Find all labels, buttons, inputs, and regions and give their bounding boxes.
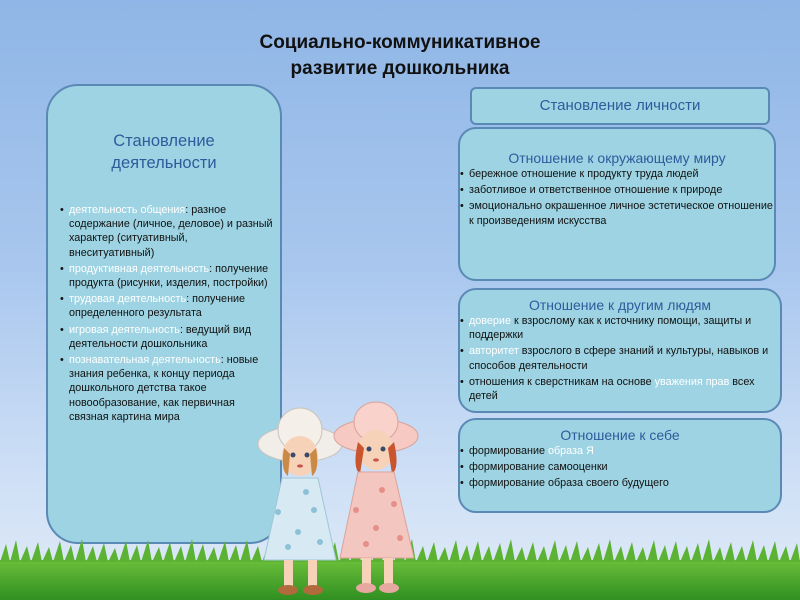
list-item: • формирование образа своего будущего xyxy=(460,476,780,490)
slide-title-line1: Социально-коммуникативное xyxy=(259,32,541,53)
list-item-highlight: образа Я xyxy=(547,445,594,457)
list-item xyxy=(60,323,274,351)
list-item-highlight: деятельность общения xyxy=(69,204,186,216)
list-item-highlight: продуктивная деятельность xyxy=(69,262,210,275)
list-item-text: : ведущий вид деятельности дошкольника xyxy=(69,323,252,350)
list-item xyxy=(460,344,780,372)
list-item-text: всех детей xyxy=(469,375,755,403)
list-item xyxy=(460,444,780,458)
activity-heading xyxy=(48,130,280,174)
slide-title-line2: развитие дошкольника xyxy=(290,58,510,79)
people-attitude-card xyxy=(458,288,782,413)
list-item-highlight: авторитет xyxy=(469,345,519,358)
list-item-text: к взрослому как к источнику помощи, защиты и поддержки xyxy=(469,315,752,342)
personality-header: Становление личности xyxy=(470,87,770,125)
doll-left-icon xyxy=(258,408,342,595)
list-item-text: отношения к сверстникам на основе xyxy=(469,375,655,388)
list-item-highlight: игровая деятельность xyxy=(69,323,180,336)
people-attitude-list xyxy=(460,314,780,403)
list-item-highlight: доверие xyxy=(469,315,511,327)
activity-list xyxy=(60,203,274,426)
list-item: • заботливое и ответственное отношение к природе xyxy=(460,183,774,197)
dolls-illustration-icon xyxy=(248,392,430,600)
self-attitude-heading: Отношение к себе xyxy=(560,427,680,443)
list-item-highlight: познавательная деятельность xyxy=(69,354,221,367)
list-item xyxy=(60,262,274,290)
people-attitude-heading: Отношение к другим людям xyxy=(528,297,712,313)
world-attitude-heading: Отношение к окружающему миру xyxy=(508,150,726,166)
list-item xyxy=(60,203,274,260)
list-item xyxy=(60,292,274,320)
list-item: • эмоционально окрашенное личное эстетическое отношение к произведениям искусства xyxy=(460,199,774,227)
list-item xyxy=(460,375,780,403)
list-item-highlight: уважения прав xyxy=(654,375,730,388)
self-attitude-list xyxy=(460,444,780,491)
doll-right-icon xyxy=(334,402,418,593)
self-attitude-card xyxy=(458,418,782,513)
list-item-text: : получение продукта (рисунки, изделия, постройки) xyxy=(69,262,269,290)
list-item-text: взрослого в сфере знаний и культуры, навыков и способов деятельности xyxy=(469,345,769,372)
activity-heading-line1: Становление xyxy=(113,132,215,150)
activity-heading-line2: деятельности xyxy=(111,154,217,172)
list-item-text: : разное содержание (личное, деловое) и разный характер (ситуативный, внеситуативный) xyxy=(69,204,273,259)
world-attitude-list xyxy=(460,167,774,228)
list-item-text: : новые знания ребенка, к концу периода дошкольного детства такое новообразование, как первичная связная картина мира xyxy=(69,354,259,423)
world-attitude-card xyxy=(458,127,776,281)
list-item-highlight: трудовая деятельность xyxy=(69,293,187,306)
slide-title xyxy=(180,30,620,82)
list-item xyxy=(60,353,274,424)
list-item xyxy=(460,314,780,342)
list-item: • бережное отношение к продукту труда людей xyxy=(460,167,774,181)
list-item-text: : получение определенного результата xyxy=(69,293,246,320)
list-item: • формирование самооценки xyxy=(460,460,780,474)
activity-panel xyxy=(46,84,282,544)
list-item-text: формирование xyxy=(469,445,548,457)
